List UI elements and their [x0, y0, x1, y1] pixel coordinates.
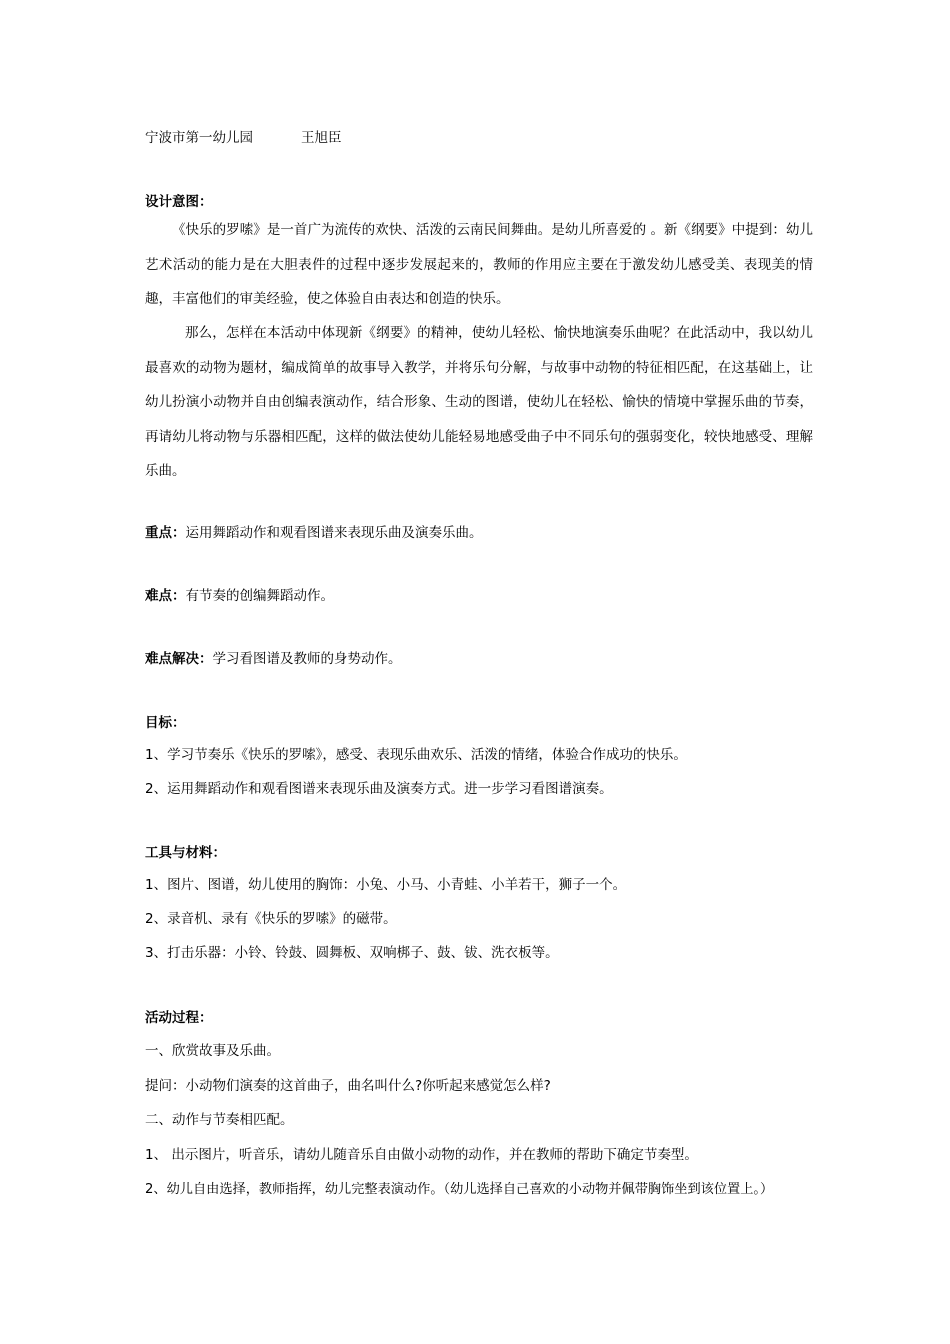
key-point-text: 运用舞蹈动作和观看图谱来表现乐曲及演奏乐曲。 [185, 525, 483, 541]
key-point-label: 重点： [145, 525, 186, 541]
goal-item: 1、学习节奏乐《快乐的罗嗦》，感受、表现乐曲欢乐、活泼的情绪，体验合作成功的快乐。 [145, 747, 687, 763]
difficulty-line [145, 586, 334, 606]
process-heading: 活动过程： [145, 1010, 213, 1026]
difficulty-text: 有节奏的创编舞蹈动作。 [185, 588, 334, 604]
solution-text: 学习看图谱及教师的身势动作。 [212, 651, 402, 667]
material-item: 2、录音机、录有《快乐的罗嗦》的磁带。 [145, 911, 397, 927]
goals-heading: 目标： [145, 715, 186, 731]
process-line: 一、欣赏故事及乐曲。 [145, 1043, 280, 1059]
solution-line [145, 649, 402, 669]
process-line: 二、动作与节奏相匹配。 [145, 1112, 294, 1128]
design-intent-paragraph-1: 《快乐的罗嗦》是一首广为流传的欢快、活泼的云南民间舞曲。是幼儿所喜爱的 。新《纲要》中提到：幼儿艺术活动的能力是在大胆表件的过程中逐步发展起来的，教师的作用应主要在于激发幼儿感受美、表现美的情趣，丰富他们的审美经验，使之体验自由表达和创造的快乐。 [145, 222, 813, 307]
header-line [145, 128, 342, 148]
difficulty-label: 难点： [145, 588, 186, 604]
materials-heading: 工具与材料： [145, 845, 226, 861]
goal-item: 2、运用舞蹈动作和观看图谱来表现乐曲及演奏方式。进一步学习看图谱演奏。 [145, 781, 613, 797]
author-name: 王旭臣 [301, 130, 342, 146]
design-intent-paragraph-2: 那么，怎样在本活动中体现新《纲要》的精神，使幼儿轻松、愉快地演奏乐曲呢？在此活动中，我以幼儿最喜欢的动物为题材，编成简单的故事导入教学，并将乐句分解，与故事中动物的特征相匹配，在这基础上，让幼儿扮演小动物并自由创编表演动作，结合形象、生动的图谱，使幼儿在轻松、愉快的情境中掌握乐曲的节奏，再请幼儿将动物与乐器相匹配，这样的做法使幼儿能轻易地感受曲子中不同乐句的强弱变化，较快地感受、理解乐曲。 [145, 325, 813, 479]
key-point-line [145, 523, 483, 543]
process-line: 1、 出示图片，听音乐，请幼儿随音乐自由做小动物的动作，并在教师的帮助下确定节奏型。 [145, 1147, 698, 1163]
school-name: 宁波市第一幼儿园 [145, 130, 253, 146]
process-line: 提问：小动物们演奏的这首曲子，曲名叫什么?你听起来感觉怎么样? [145, 1078, 551, 1094]
design-intent-heading: 设计意图： [145, 194, 213, 210]
process-line: 2、幼儿自由选择，教师指挥，幼儿完整表演动作。（幼儿选择自己喜欢的小动物并佩带胸饰坐到该位置上。） [145, 1182, 774, 1197]
material-item: 1、图片、图谱，幼儿使用的胸饰：小兔、小马、小青蛙、小羊若干，狮子一个。 [145, 877, 627, 893]
solution-label: 难点解决： [145, 651, 213, 667]
material-item: 3、打击乐器：小铃、铃鼓、圆舞板、双响梆子、鼓、钹、洗衣板等。 [145, 945, 559, 961]
